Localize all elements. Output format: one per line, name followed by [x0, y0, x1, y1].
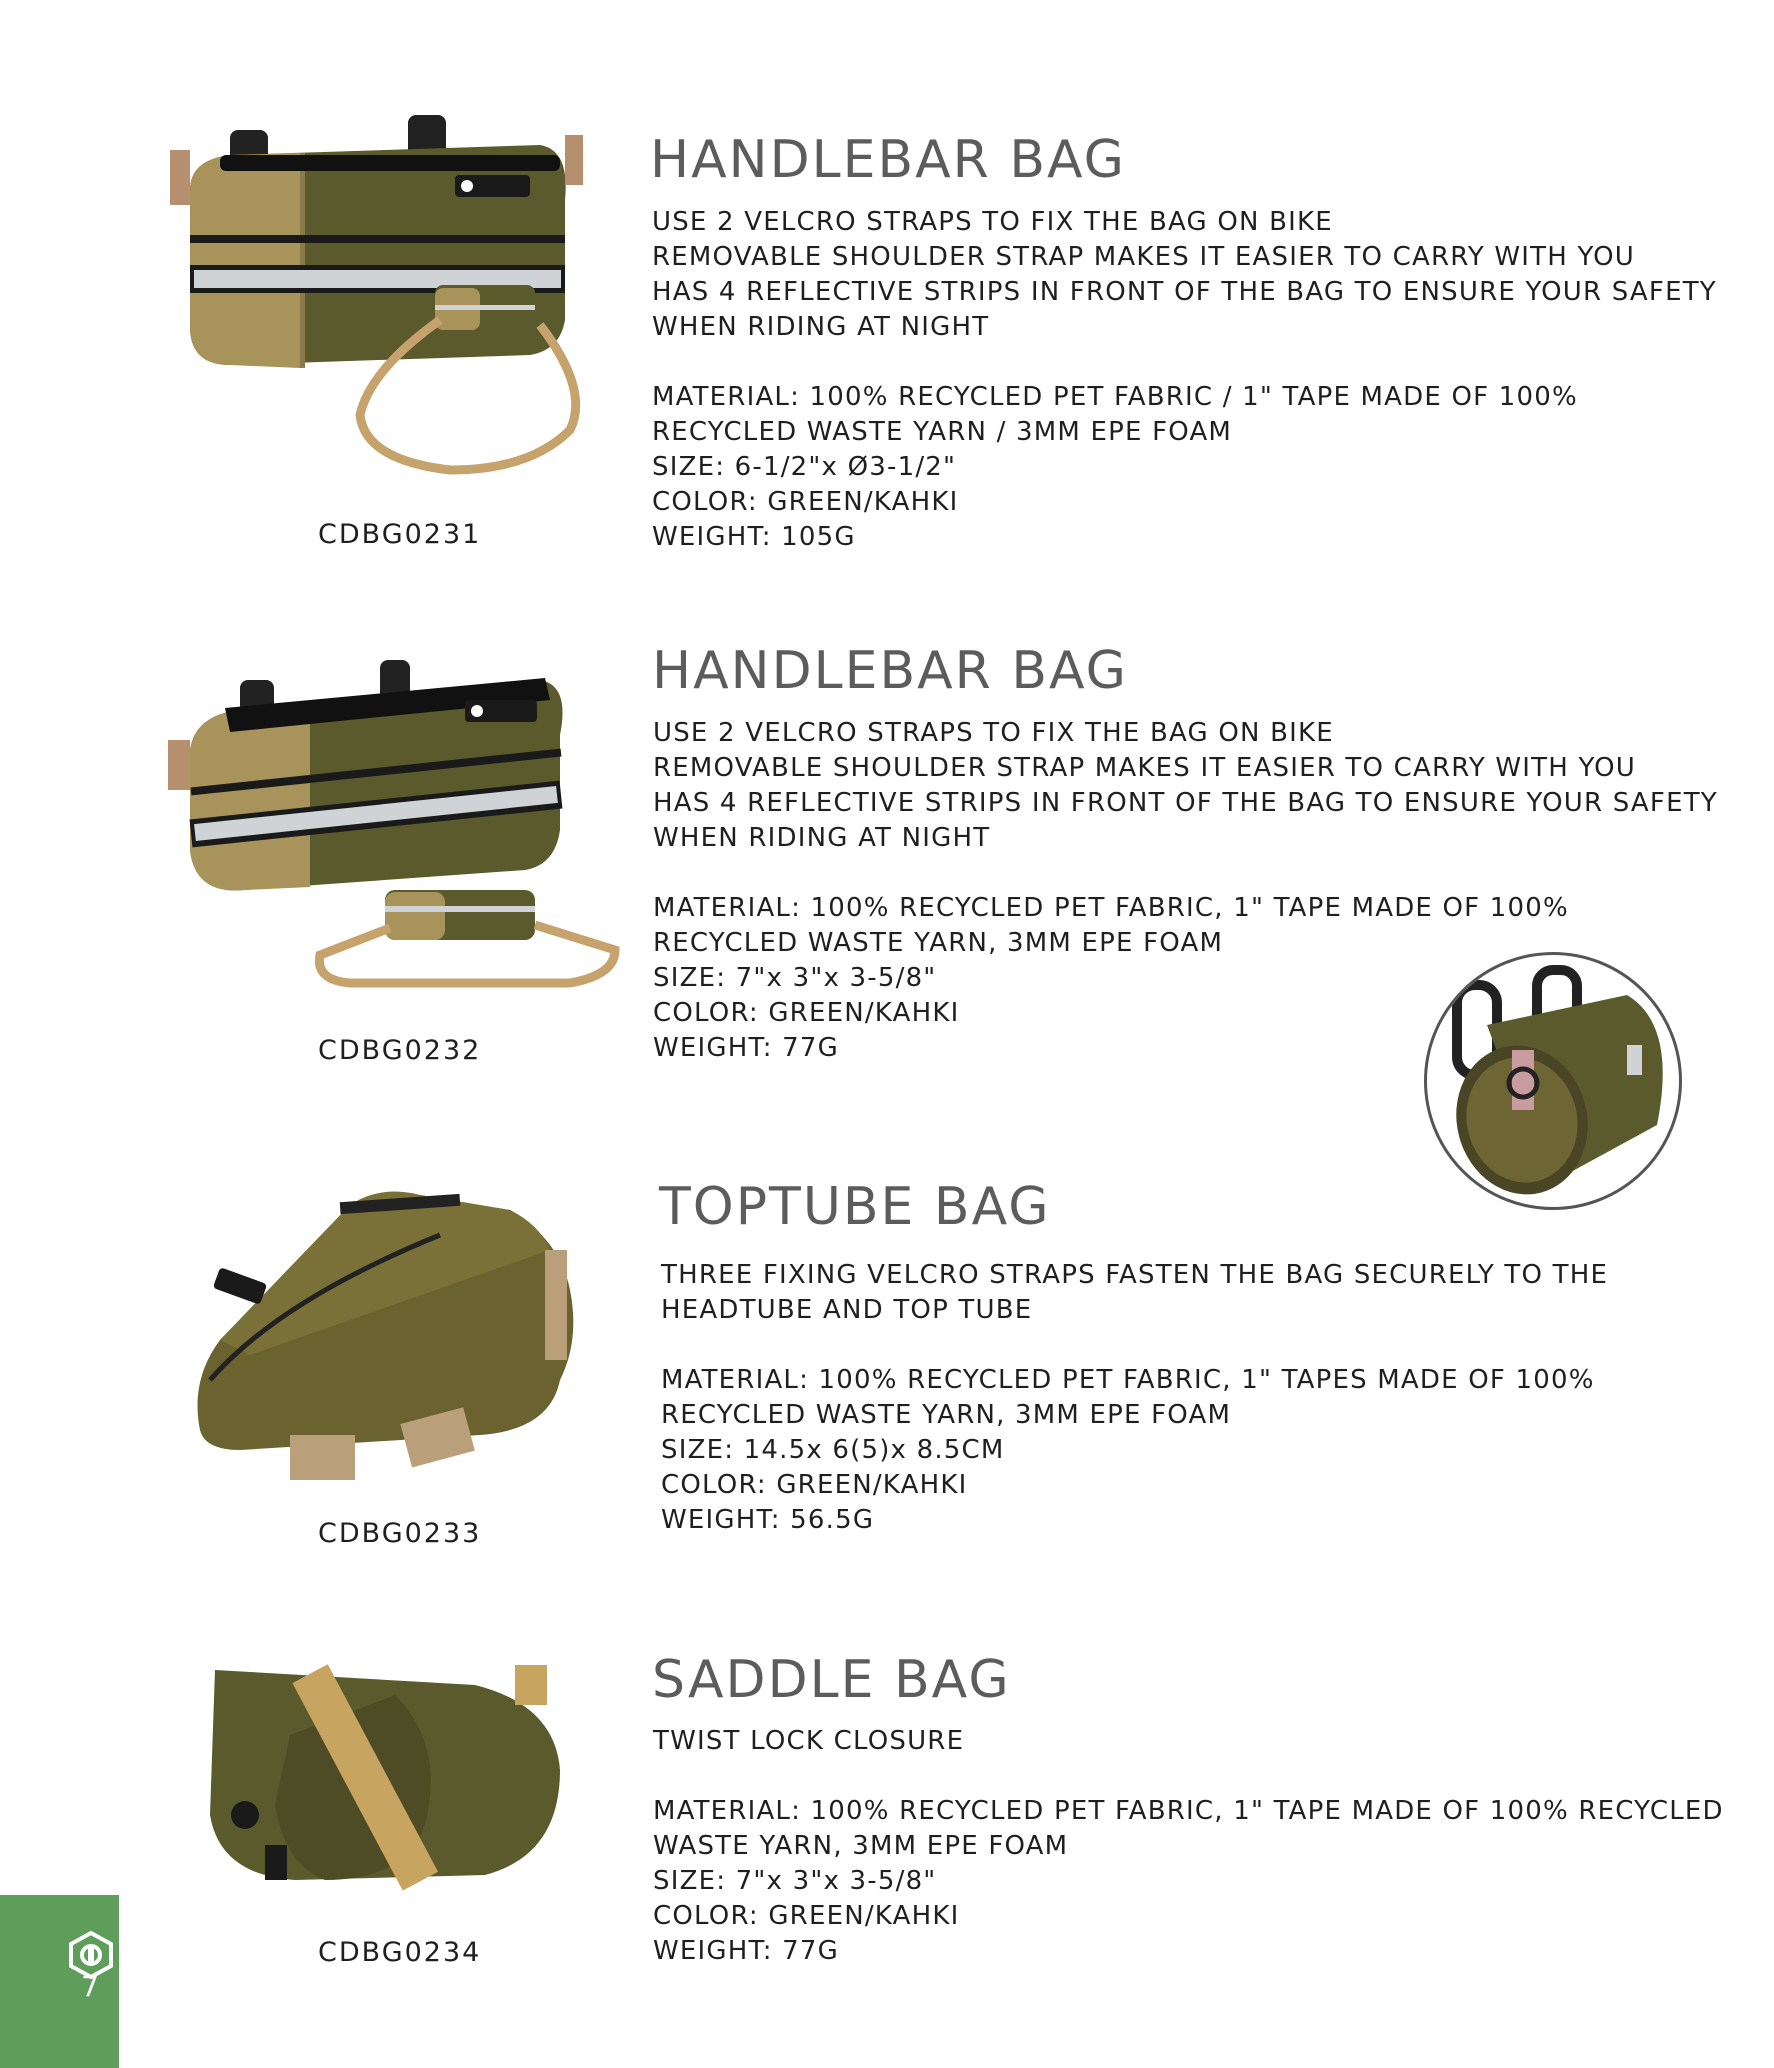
desc-line: MATERIAL: 100% RECYCLED PET FABRIC, 1" TAPES MADE OF 100%	[661, 1365, 1595, 1395]
bag-end-detail-image	[1427, 955, 1679, 1207]
product-code: CDBG0233	[318, 1518, 482, 1549]
desc-line: SIZE: 14.5x 6(5)x 8.5CM	[661, 1435, 1005, 1465]
desc-line: COLOR: GREEN/KAHKI	[661, 1470, 968, 1500]
product-description	[661, 1258, 1608, 1538]
desc-line: REMOVABLE SHOULDER STRAP MAKES IT EASIER TO CARRY WITH YOU	[653, 753, 1637, 783]
desc-line: MATERIAL: 100% RECYCLED PET FABRIC, 1" TAPE MADE OF 100% RECYCLED	[653, 1796, 1724, 1826]
desc-line: SIZE: 7"x 3"x 3-5/8"	[653, 1866, 937, 1896]
product-title: SADDLE BAG	[652, 1650, 1011, 1710]
desc-line: SIZE: 6-1/2"x Ø3-1/2"	[652, 452, 957, 482]
toptube-bag-image	[180, 1180, 600, 1490]
detail-zoom-image	[1424, 952, 1682, 1210]
desc-line: WASTE YARN, 3MM EPE FOAM	[653, 1831, 1069, 1861]
desc-line: MATERIAL: 100% RECYCLED PET FABRIC / 1" TAPE MADE OF 100%	[652, 382, 1578, 412]
desc-line: COLOR: GREEN/KAHKI	[653, 1901, 960, 1931]
desc-line: REMOVABLE SHOULDER STRAP MAKES IT EASIER TO CARRY WITH YOU	[652, 242, 1636, 272]
desc-line: HAS 4 REFLECTIVE STRIPS IN FRONT OF THE BAG TO ENSURE YOUR SAFETY	[652, 277, 1717, 307]
product-code: CDBG0232	[318, 1035, 482, 1066]
product-title: HANDLEBAR BAG	[652, 641, 1128, 701]
handlebar-bag-image	[150, 660, 630, 1000]
desc-line: TWIST LOCK CLOSURE	[653, 1726, 965, 1756]
desc-line: HEADTUBE AND TOP TUBE	[661, 1295, 1033, 1325]
desc-line: USE 2 VELCRO STRAPS TO FIX THE BAG ON BIKE	[652, 207, 1333, 237]
desc-line: WEIGHT: 105G	[652, 522, 856, 552]
product-code: CDBG0231	[318, 519, 482, 550]
page-number: 7	[81, 1970, 99, 2003]
product-description	[652, 205, 1717, 555]
desc-line	[661, 1328, 1608, 1363]
product-code: CDBG0234	[318, 1937, 482, 1968]
desc-line	[653, 856, 1718, 891]
desc-line: COLOR: GREEN/KAHKI	[652, 487, 959, 517]
product-title: HANDLEBAR BAG	[650, 130, 1126, 190]
desc-line	[652, 345, 1717, 380]
desc-line: COLOR: GREEN/KAHKI	[653, 998, 960, 1028]
desc-line: WEIGHT: 56.5G	[661, 1505, 875, 1535]
desc-line: WHEN RIDING AT NIGHT	[653, 823, 991, 853]
desc-line: WEIGHT: 77G	[653, 1033, 839, 1063]
desc-line: WHEN RIDING AT NIGHT	[652, 312, 990, 342]
saddle-bag-image	[195, 1655, 575, 1905]
desc-line: WEIGHT: 77G	[653, 1936, 839, 1966]
product-title: TOPTUBE BAG	[659, 1177, 1051, 1237]
desc-line: HAS 4 REFLECTIVE STRIPS IN FRONT OF THE BAG TO ENSURE YOUR SAFETY	[653, 788, 1718, 818]
desc-line: RECYCLED WASTE YARN, 3MM EPE FOAM	[661, 1400, 1232, 1430]
desc-line: THREE FIXING VELCRO STRAPS FASTEN THE BAG SECURELY TO THE	[661, 1260, 1609, 1290]
product-description	[653, 1724, 1724, 1969]
desc-line: SIZE: 7"x 3"x 3-5/8"	[653, 963, 937, 993]
desc-line	[653, 1759, 1724, 1794]
handlebar-bag-image	[150, 110, 610, 490]
desc-line: MATERIAL: 100% RECYCLED PET FABRIC, 1" TAPE MADE OF 100%	[653, 893, 1569, 923]
desc-line: USE 2 VELCRO STRAPS TO FIX THE BAG ON BIKE	[653, 718, 1334, 748]
desc-line: RECYCLED WASTE YARN / 3MM EPE FOAM	[652, 417, 1233, 447]
desc-line: RECYCLED WASTE YARN, 3MM EPE FOAM	[653, 928, 1224, 958]
